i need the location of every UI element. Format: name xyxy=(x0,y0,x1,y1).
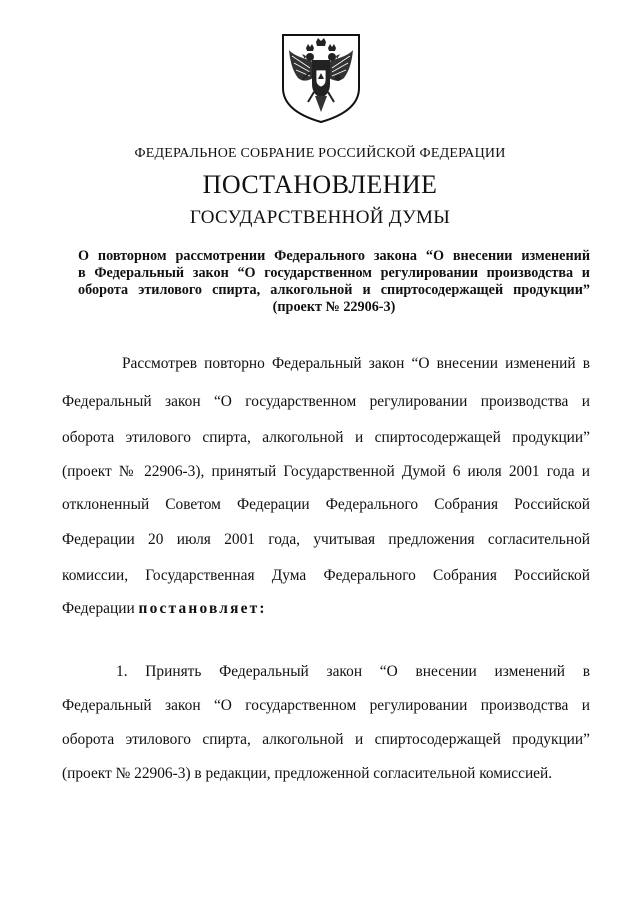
subject-line: оборота этилового спирта, алкогольной и спиртосодержащей продукции” xyxy=(78,282,590,298)
body-paragraph-line: Федеральный закон “О государственном регулировании производства и xyxy=(62,393,590,410)
body-paragraph-line: Рассмотрев повторно Федеральный закон “О внесении изменений в xyxy=(122,355,590,372)
body-paragraph-line: комиссии, Государственная Дума Федерального Собрания Российской xyxy=(62,567,590,584)
subject-line: в Федеральный закон “О государственном регулировании производства и xyxy=(78,265,590,281)
resolution-item-line: Федеральный закон “О государственном регулировании производства и xyxy=(62,697,590,714)
subject-project-number: (проект № 22906-3) xyxy=(272,299,396,315)
body-paragraph-line: (проект № 22906-3), принятый Государственной Думой 6 июля 2001 года и xyxy=(62,463,590,480)
document-type-title: ПОСТАНОВЛЕНИЕ xyxy=(202,170,438,199)
body-paragraph-line xyxy=(62,599,590,619)
issuer-title: ГОСУДАРСТВЕННОЙ ДУМЫ xyxy=(189,207,451,228)
resolution-item-line: оборота этилового спирта, алкогольной и спиртосодержащей продукции” xyxy=(62,731,590,748)
coat-of-arms-emblem xyxy=(280,32,362,124)
assembly-title: ФЕДЕРАЛЬНОЕ СОБРАНИЕ РОССИЙСКОЙ ФЕДЕРАЦИИ xyxy=(134,146,506,161)
resolution-item-line: 1. Принять Федеральный закон “О внесении изменений в xyxy=(116,663,590,680)
body-text: Федерации xyxy=(62,600,139,617)
body-paragraph-line: Федерации 20 июля 2001 года, учитывая предложения согласительной xyxy=(62,531,590,548)
body-paragraph-line: оборота этилового спирта, алкогольной и спиртосодержащей продукции” xyxy=(62,429,590,446)
body-paragraph-line: отклоненный Советом Федерации Федерального Собрания Российской xyxy=(62,496,590,513)
resolution-item-line: (проект № 22906-3) в редакции, предложенной согласительной комиссией. xyxy=(62,765,553,782)
subject-line: О повторном рассмотрении Федерального закона “О внесении изменений xyxy=(78,248,590,264)
double-headed-eagle-icon xyxy=(280,32,362,124)
resolution-keyword: постановляет: xyxy=(138,600,267,617)
document-subject xyxy=(78,248,590,316)
